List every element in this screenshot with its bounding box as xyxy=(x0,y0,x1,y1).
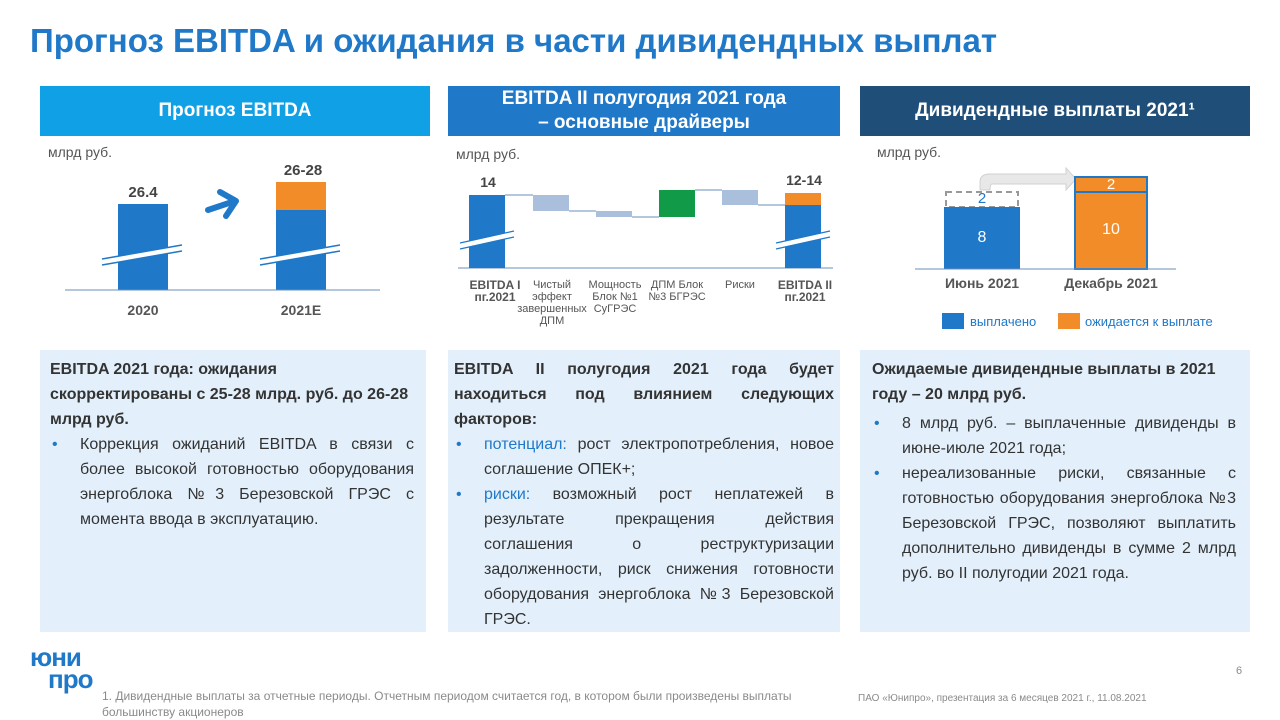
dec-main-value: 10 xyxy=(1102,221,1120,238)
footnote: 1. Дивидендные выплаты за отчетные периоды. Отчетным периодом считается год, в котором были произведены выплаты большинству акционеров xyxy=(102,689,792,719)
x-label-ebitda-h2: EBITDA II пг.2021 xyxy=(777,278,833,304)
ebitda-drivers-header xyxy=(448,86,840,136)
axis-break-mark xyxy=(460,234,830,246)
textbox-heading: Ожидаемые дивидендные выплаты в 2021 году – 20 млрд руб. xyxy=(872,361,1216,403)
unit-label: млрд руб. xyxy=(48,144,113,160)
legend-swatch-paid xyxy=(942,313,964,329)
logo-line1: юни xyxy=(30,642,81,672)
june-deferred-value: 2 xyxy=(977,190,987,207)
textbox-heading: EBITDA II полугодия 2021 года будет находиться под влиянием следующих факторов: xyxy=(454,361,834,428)
ebitda-forecast-header-text: Прогноз EBITDA xyxy=(158,100,312,121)
list-item: • Коррекция ожиданий EBITDA в связи с более высокой готовностью оборудования энергоблока №3 Березовской ГРЭС с момента ввода в эксплуатацию. xyxy=(50,432,414,532)
bar-2020 xyxy=(118,204,168,290)
waterfall-bar-dpm-bgres xyxy=(659,190,695,217)
source-note: ПАО «Юнипро», презентация за 6 месяцев 2021 г., 11.08.2021 xyxy=(858,693,1147,704)
textbox-heading: EBITDA 2021 года: ожидания скорректированы с 25-28 млрд. руб. до 26-28 млрд руб. xyxy=(50,361,409,428)
bullet-text: рост электропотребления, новое соглашение ОПЕК+; xyxy=(484,436,834,478)
x-label-dpm-bgres: ДПМ Блок №3 БГРЭС xyxy=(648,279,706,303)
x-label-2021e: 2021E xyxy=(280,302,322,318)
bullet-text: возможный рост неплатежей в результате прекращения действия соглашения о реструктуризации задолженности, риск снижения готовности оборудования энергоблока №3 Березовской ГРЭС. xyxy=(484,486,834,628)
bullet-key-potential: потенциал: xyxy=(484,436,567,453)
waterfall-bar-block1 xyxy=(596,211,632,217)
x-label-dpm-net: Чистый эффект завершенных ДПМ xyxy=(517,279,587,327)
dividends-textbox xyxy=(860,350,1250,632)
june-paid-value: 8 xyxy=(977,229,987,246)
list-item: • 8 млрд руб. – выплаченные дивиденды в июне-июле 2021 года; xyxy=(872,411,1236,461)
dividends-header xyxy=(860,86,1250,136)
unit-label: млрд руб. xyxy=(456,146,521,162)
ebitda-drivers-textbox xyxy=(448,350,840,632)
page-title: Прогноз EBITDA и ожидания в части дивидендных выплат xyxy=(30,22,998,59)
x-label-risks: Риски xyxy=(725,279,755,291)
list-item xyxy=(454,432,834,482)
ebitda-forecast-header xyxy=(40,86,430,136)
waterfall-bar-end-range xyxy=(785,193,821,205)
bar-2021e-range xyxy=(276,182,326,210)
unit-label: млрд руб. xyxy=(877,144,942,160)
x-label-june: Июнь 2021 xyxy=(944,275,1020,291)
ebitda-drivers-header-line1: EBITDA II полугодия 2021 года xyxy=(501,88,787,109)
legend-swatch-expected xyxy=(1058,313,1080,329)
ebitda-forecast-chart xyxy=(40,156,430,326)
growth-arrow-icon xyxy=(208,192,236,216)
logo-line2: про xyxy=(48,664,93,694)
x-label-ebitda-h1: EBITDA I пг.2021 xyxy=(469,278,521,304)
bar-2021e-value: 26-28 xyxy=(283,162,323,179)
list-item: • нереализованные риски, связанные с готовностью оборудования энергоблока №3 Березовской ГРЭС, позволяют выплатить дополнительно дивиденды в сумме 2 млрд руб. во II полугодии 2021 года. xyxy=(872,461,1236,586)
bar-2020-value: 26.4 xyxy=(128,184,158,201)
x-label-block1: Мощность Блок №1 СуГРЭС xyxy=(588,279,642,315)
company-logo xyxy=(30,642,93,694)
page-number: 6 xyxy=(1236,665,1243,677)
ebitda-forecast-textbox xyxy=(40,350,426,632)
ebitda-drivers-header-line2: – основные драйверы xyxy=(538,112,750,133)
shift-arrow-icon xyxy=(980,168,1076,190)
dec-top-value: 2 xyxy=(1106,176,1116,193)
waterfall-start-value: 14 xyxy=(480,174,496,190)
x-label-2020: 2020 xyxy=(127,302,159,318)
waterfall-bar-start xyxy=(469,195,505,268)
waterfall-bar-risks xyxy=(722,190,758,205)
x-label-december: Декабрь 2021 xyxy=(1064,275,1158,291)
dividends-header-text: Дивидендные выплаты 2021¹ xyxy=(915,100,1195,121)
waterfall-end-value: 12-14 xyxy=(786,172,822,188)
bullet-key-risks: риски: xyxy=(484,486,531,503)
list-item xyxy=(454,482,834,632)
waterfall-bar-dpm-net xyxy=(533,195,569,211)
legend-label-paid: выплачено xyxy=(970,314,1037,329)
axis-break-mark xyxy=(460,231,830,249)
legend-label-expected: ожидается к выплате xyxy=(1085,314,1213,329)
